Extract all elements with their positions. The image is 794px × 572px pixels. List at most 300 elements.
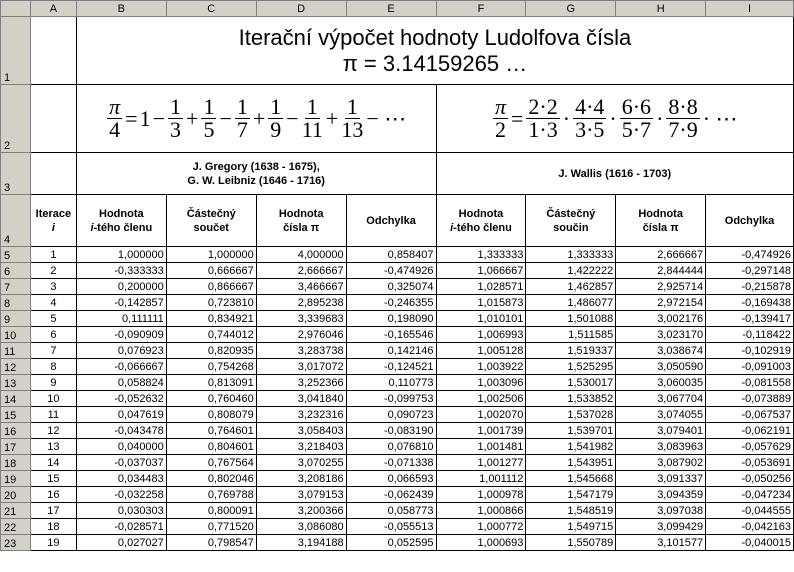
cell-wallis-term[interactable]: 1,001112: [436, 471, 526, 487]
cell-iterace[interactable]: 17: [30, 503, 76, 519]
cell-wallis-deviation[interactable]: -0,081558: [706, 375, 794, 391]
gregory-term-fraction: [235, 96, 250, 141]
gregory-lhs-fraction-denominator: 4: [109, 117, 121, 142]
cell-gregory-term[interactable]: 0,047619: [76, 407, 166, 423]
wallis-term-fraction: [620, 96, 653, 141]
wallis-product-equation: [492, 96, 738, 141]
cell-gregory-deviation[interactable]: 0,058773: [346, 503, 436, 519]
wallis-term-fraction-denominator: 1·3: [528, 117, 558, 142]
cell-partial-sum[interactable]: 0,802046: [166, 471, 256, 487]
cell-partial-sum[interactable]: 0,760460: [166, 391, 256, 407]
cell-gregory-term[interactable]: 1,000000: [76, 247, 166, 263]
cell-gregory-deviation[interactable]: -0,165546: [346, 327, 436, 343]
cell-wallis-pi[interactable]: 3,094359: [616, 487, 706, 503]
column-header-a[interactable]: A: [30, 1, 76, 17]
formula-row: [1, 85, 794, 153]
cell-wallis-deviation[interactable]: -0,042163: [706, 519, 794, 535]
cell-gregory-term[interactable]: 0,111111: [76, 311, 166, 327]
cell-gregory-pi[interactable]: 2,895238: [256, 295, 346, 311]
row-header[interactable]: 22: [1, 519, 31, 535]
cell-wallis-deviation[interactable]: -0,118422: [706, 327, 794, 343]
gregory-lhs-fraction: [107, 96, 122, 141]
cell-partial-sum[interactable]: 0,866667: [166, 279, 256, 295]
cell-gregory-deviation[interactable]: 0,076810: [346, 439, 436, 455]
cell-partial-sum[interactable]: 0,820935: [166, 343, 256, 359]
header-wallis-term[interactable]: [436, 195, 526, 247]
row-header[interactable]: 21: [1, 503, 31, 519]
cell-gregory-term[interactable]: 0,200000: [76, 279, 166, 295]
header-partial-sum-line2: součet: [193, 221, 229, 234]
gregory-term-sign: +: [325, 105, 339, 131]
cell-wallis-term[interactable]: 1,001481: [436, 439, 526, 455]
gregory-ellipsis: − ⋯: [366, 105, 407, 131]
row-header-2[interactable]: 2: [1, 85, 31, 153]
cell-gregory-pi[interactable]: 3,232316: [256, 407, 346, 423]
cell-gregory-deviation[interactable]: -0,062439: [346, 487, 436, 503]
wallis-term-fraction: [666, 96, 699, 141]
header-wallis-pi-line2: čísla π: [642, 221, 679, 234]
cell-gregory-pi[interactable]: 3,058403: [256, 423, 346, 439]
cell-partial-product[interactable]: 1,519337: [526, 343, 616, 359]
cell-gregory-deviation[interactable]: 0,858407: [346, 247, 436, 263]
header-gregory-term-line2: i-tého členu: [90, 221, 153, 234]
cell-partial-product[interactable]: 1,333333: [526, 247, 616, 263]
row-header[interactable]: 11: [1, 343, 31, 359]
cell-partial-product[interactable]: 1,545668: [526, 471, 616, 487]
cell-iterace[interactable]: 18: [30, 519, 76, 535]
cell-gregory-deviation[interactable]: 0,142146: [346, 343, 436, 359]
gregory-term-fraction-numerator: 1: [346, 94, 358, 119]
cell-wallis-pi[interactable]: 3,050590: [616, 359, 706, 375]
cell-wallis-deviation[interactable]: -0,062191: [706, 423, 794, 439]
cell-partial-sum[interactable]: 0,666667: [166, 263, 256, 279]
cell-gregory-pi[interactable]: 3,079153: [256, 487, 346, 503]
cell-wallis-pi[interactable]: 3,060035: [616, 375, 706, 391]
gregory-formula[interactable]: [76, 85, 436, 153]
gregory-term-fraction: [168, 96, 183, 141]
cell-gregory-term[interactable]: 0,040000: [76, 439, 166, 455]
cell-iterace[interactable]: 3: [30, 279, 76, 295]
row-header-3[interactable]: 3: [1, 153, 31, 195]
cell-a3[interactable]: [30, 153, 76, 195]
column-title-row: [1, 195, 794, 247]
cell-partial-sum[interactable]: 1,000000: [166, 247, 256, 263]
equals-sign: =: [125, 105, 138, 131]
wallis-lhs-fraction: [493, 96, 508, 141]
wallis-term-fraction-denominator: 5·7: [621, 117, 652, 142]
cell-partial-product[interactable]: 1,549715: [526, 519, 616, 535]
cell-gregory-pi[interactable]: 2,666667: [256, 263, 346, 279]
cell-gregory-term[interactable]: -0,333333: [76, 263, 166, 279]
row-header[interactable]: 7: [1, 279, 31, 295]
cell-wallis-term[interactable]: 1,005128: [436, 343, 526, 359]
header-gregory-term[interactable]: [76, 195, 166, 247]
cell-wallis-term[interactable]: 1,001277: [436, 455, 526, 471]
row-header-1[interactable]: 1: [1, 17, 31, 85]
header-iterace[interactable]: [30, 195, 76, 247]
header-gregory-pi-line2: čísla π: [283, 221, 320, 234]
wallis-term-fraction: [573, 96, 606, 141]
wallis-term-fraction-numerator: 4·4: [575, 94, 605, 119]
cell-gregory-deviation[interactable]: 0,198090: [346, 311, 436, 327]
cell-gregory-pi[interactable]: 3,194188: [256, 535, 346, 551]
cell-wallis-term[interactable]: 1,003922: [436, 359, 526, 375]
cell-wallis-term[interactable]: 1,000978: [436, 487, 526, 503]
cell-gregory-deviation[interactable]: 0,090723: [346, 407, 436, 423]
cell-gregory-pi[interactable]: 3,339683: [256, 311, 346, 327]
cell-gregory-pi[interactable]: 3,017072: [256, 359, 346, 375]
cell-iterace[interactable]: 13: [30, 439, 76, 455]
cell-gregory-pi[interactable]: 3,466667: [256, 279, 346, 295]
cell-gregory-term[interactable]: -0,052632: [76, 391, 166, 407]
cell-gregory-pi[interactable]: 3,200366: [256, 503, 346, 519]
row-header[interactable]: 10: [1, 327, 31, 343]
cell-wallis-pi[interactable]: 3,023170: [616, 327, 706, 343]
cell-partial-sum[interactable]: 0,764601: [166, 423, 256, 439]
cell-partial-product[interactable]: 1,550789: [526, 535, 616, 551]
cell-wallis-pi[interactable]: 3,099429: [616, 519, 706, 535]
header-wallis-pi[interactable]: [616, 195, 706, 247]
cell-gregory-pi[interactable]: 3,218403: [256, 439, 346, 455]
gregory-term-fraction-numerator: 1: [306, 94, 318, 119]
row-header[interactable]: 6: [1, 263, 31, 279]
wallis-term-fraction-numerator: 2·2: [528, 94, 558, 119]
cell-iterace[interactable]: 16: [30, 487, 76, 503]
row-header[interactable]: 19: [1, 471, 31, 487]
cell-a1[interactable]: [30, 17, 76, 85]
cell-partial-sum[interactable]: 0,813091: [166, 375, 256, 391]
table-row: [1, 471, 794, 487]
cell-wallis-deviation[interactable]: -0,297148: [706, 263, 794, 279]
gregory-term-fraction-denominator: 3: [170, 117, 182, 142]
title-cell[interactable]: [76, 17, 793, 85]
cell-partial-product[interactable]: 1,530017: [526, 375, 616, 391]
gregory-constant-term: 1: [139, 105, 151, 131]
gregory-author-line1: J. Gregory (1638 - 1675),: [192, 160, 320, 173]
cell-wallis-term[interactable]: 1,028571: [436, 279, 526, 295]
cell-wallis-deviation[interactable]: -0,050256: [706, 471, 794, 487]
cell-wallis-term[interactable]: 1,015873: [436, 295, 526, 311]
header-gregory-pi[interactable]: [256, 195, 346, 247]
gregory-term-sign: +: [186, 105, 199, 131]
cell-wallis-pi[interactable]: 3,002176: [616, 311, 706, 327]
cell-partial-sum[interactable]: 0,744012: [166, 327, 256, 343]
table-row: [1, 455, 794, 471]
column-header-i[interactable]: I: [706, 1, 794, 17]
table-row: [1, 375, 794, 391]
gregory-term-fraction-numerator: 1: [236, 94, 248, 119]
title-row: [1, 17, 794, 85]
cell-partial-sum[interactable]: 0,769788: [166, 487, 256, 503]
cell-wallis-deviation[interactable]: -0,102919: [706, 343, 794, 359]
wallis-lhs-fraction-numerator: π: [494, 94, 506, 119]
header-gregory-pi-line1: Hodnota: [278, 207, 324, 220]
gregory-term-fraction-numerator: 1: [203, 94, 215, 119]
row-header[interactable]: 23: [1, 535, 31, 551]
gregory-term-fraction-denominator: 11: [301, 117, 323, 142]
row-header[interactable]: 15: [1, 407, 31, 423]
table-row: [1, 519, 794, 535]
cell-wallis-deviation[interactable]: -0,169438: [706, 295, 794, 311]
gregory-term-fraction-numerator: 1: [170, 94, 182, 119]
table-row: [1, 279, 794, 295]
gregory-term-fraction-denominator: 13: [341, 117, 364, 142]
row-header[interactable]: 16: [1, 423, 31, 439]
cell-gregory-deviation[interactable]: -0,474926: [346, 263, 436, 279]
cell-iterace[interactable]: 4: [30, 295, 76, 311]
cell-partial-sum[interactable]: 0,834921: [166, 311, 256, 327]
wallis-author: J. Wallis (1616 - 1703): [558, 167, 672, 180]
cell-wallis-pi[interactable]: 2,666667: [616, 247, 706, 263]
cell-partial-sum[interactable]: 0,754268: [166, 359, 256, 375]
column-header-row: [1, 1, 794, 17]
cell-gregory-deviation[interactable]: -0,055513: [346, 519, 436, 535]
table-row: [1, 503, 794, 519]
cell-partial-sum[interactable]: 0,767564: [166, 455, 256, 471]
cell-gregory-term[interactable]: -0,032258: [76, 487, 166, 503]
cell-partial-sum[interactable]: 0,798547: [166, 535, 256, 551]
gregory-series-equation: [106, 96, 406, 141]
column-header-b[interactable]: B: [76, 1, 166, 17]
header-partial-sum[interactable]: [166, 195, 256, 247]
product-dot: ·: [609, 105, 617, 131]
cell-partial-product[interactable]: 1,422222: [526, 263, 616, 279]
row-header[interactable]: 17: [1, 439, 31, 455]
cell-gregory-term[interactable]: 0,030303: [76, 503, 166, 519]
cell-wallis-deviation[interactable]: -0,053691: [706, 455, 794, 471]
gregory-term-sign: −: [152, 105, 166, 131]
cell-gregory-deviation[interactable]: -0,083190: [346, 423, 436, 439]
cell-iterace[interactable]: 10: [30, 391, 76, 407]
cell-wallis-pi[interactable]: 2,844444: [616, 263, 706, 279]
cell-partial-product[interactable]: 1,462857: [526, 279, 616, 295]
cell-gregory-deviation[interactable]: -0,071338: [346, 455, 436, 471]
cell-partial-sum[interactable]: 0,808079: [166, 407, 256, 423]
cell-wallis-pi[interactable]: 3,079401: [616, 423, 706, 439]
gregory-term-fraction: [268, 96, 283, 141]
cell-wallis-pi[interactable]: 2,925714: [616, 279, 706, 295]
cell-gregory-pi[interactable]: 3,070255: [256, 455, 346, 471]
table-row: [1, 423, 794, 439]
cell-partial-sum[interactable]: 0,771520: [166, 519, 256, 535]
cell-gregory-term[interactable]: 0,034483: [76, 471, 166, 487]
cell-iterace[interactable]: 2: [30, 263, 76, 279]
cell-gregory-pi[interactable]: 2,976046: [256, 327, 346, 343]
row-header[interactable]: 13: [1, 375, 31, 391]
table-row: [1, 247, 794, 263]
data-rows: [1, 247, 794, 551]
cell-partial-product[interactable]: 1,541982: [526, 439, 616, 455]
cell-wallis-term[interactable]: 1,066667: [436, 263, 526, 279]
cell-iterace[interactable]: 7: [30, 343, 76, 359]
wallis-ellipsis: · ⋯: [702, 105, 738, 131]
cell-wallis-deviation[interactable]: -0,044555: [706, 503, 794, 519]
cell-wallis-deviation[interactable]: -0,139417: [706, 311, 794, 327]
cell-partial-product[interactable]: 1,548519: [526, 503, 616, 519]
cell-wallis-deviation[interactable]: -0,073889: [706, 391, 794, 407]
cell-wallis-deviation[interactable]: -0,040015: [706, 535, 794, 551]
cell-partial-product[interactable]: 1,486077: [526, 295, 616, 311]
cell-iterace[interactable]: 11: [30, 407, 76, 423]
cell-gregory-deviation[interactable]: 0,110773: [346, 375, 436, 391]
cell-wallis-pi[interactable]: 3,087902: [616, 455, 706, 471]
cell-iterace[interactable]: 9: [30, 375, 76, 391]
cell-iterace[interactable]: 15: [30, 471, 76, 487]
cell-partial-product[interactable]: 1,533852: [526, 391, 616, 407]
cell-wallis-term[interactable]: 1,000772: [436, 519, 526, 535]
header-partial-product-line2: součin: [553, 221, 589, 234]
header-partial-sum-line1: Částečný: [186, 207, 236, 220]
cell-iterace[interactable]: 8: [30, 359, 76, 375]
cell-partial-product[interactable]: 1,539701: [526, 423, 616, 439]
cell-wallis-deviation[interactable]: -0,474926: [706, 247, 794, 263]
cell-iterace[interactable]: 12: [30, 423, 76, 439]
cell-partial-product[interactable]: 1,525295: [526, 359, 616, 375]
header-iterace-line1: Iterace: [35, 207, 72, 220]
cell-gregory-pi[interactable]: 3,041840: [256, 391, 346, 407]
column-header-h[interactable]: H: [616, 1, 706, 17]
cell-wallis-term[interactable]: 1,010101: [436, 311, 526, 327]
cell-partial-product[interactable]: 1,547179: [526, 487, 616, 503]
cell-wallis-pi[interactable]: 3,074055: [616, 407, 706, 423]
cell-wallis-pi[interactable]: 2,972154: [616, 295, 706, 311]
row-header[interactable]: 20: [1, 487, 31, 503]
cell-gregory-pi[interactable]: 3,208186: [256, 471, 346, 487]
cell-gregory-deviation[interactable]: 0,066593: [346, 471, 436, 487]
cell-partial-product[interactable]: 1,537028: [526, 407, 616, 423]
cell-wallis-term[interactable]: 1,001739: [436, 423, 526, 439]
cell-wallis-deviation[interactable]: -0,067537: [706, 407, 794, 423]
cell-partial-product[interactable]: 1,511585: [526, 327, 616, 343]
cell-gregory-term[interactable]: -0,037037: [76, 455, 166, 471]
gregory-term-fraction: [302, 96, 323, 141]
cell-wallis-term[interactable]: 1,003096: [436, 375, 526, 391]
gregory-term-sign: +: [252, 105, 266, 131]
column-header-c[interactable]: C: [166, 1, 256, 17]
cell-iterace[interactable]: 19: [30, 535, 76, 551]
cell-gregory-deviation[interactable]: -0,246355: [346, 295, 436, 311]
cell-gregory-term[interactable]: -0,028571: [76, 519, 166, 535]
cell-iterace[interactable]: 1: [30, 247, 76, 263]
cell-wallis-pi[interactable]: 3,038674: [616, 343, 706, 359]
cell-gregory-term[interactable]: -0,043478: [76, 423, 166, 439]
gregory-author-cell[interactable]: [76, 153, 436, 195]
header-wallis-term-line2: i-tého členu: [450, 221, 512, 234]
cell-wallis-term[interactable]: 1,002070: [436, 407, 526, 423]
product-dot: ·: [562, 105, 571, 131]
cell-gregory-pi[interactable]: 4,000000: [256, 247, 346, 263]
cell-gregory-deviation[interactable]: 0,325074: [346, 279, 436, 295]
cell-wallis-pi[interactable]: 3,097038: [616, 503, 706, 519]
cell-iterace[interactable]: 5: [30, 311, 76, 327]
cell-gregory-term[interactable]: -0,066667: [76, 359, 166, 375]
wallis-term-fraction-numerator: 6·6: [621, 94, 652, 119]
cell-wallis-term[interactable]: 1,002506: [436, 391, 526, 407]
cell-wallis-pi[interactable]: 3,101577: [616, 535, 706, 551]
cell-wallis-deviation[interactable]: -0,057629: [706, 439, 794, 455]
row-header[interactable]: 8: [1, 295, 31, 311]
cell-gregory-deviation[interactable]: -0,124521: [346, 359, 436, 375]
table-row: [1, 311, 794, 327]
equals-sign: =: [511, 105, 524, 131]
cell-iterace[interactable]: 14: [30, 455, 76, 471]
cell-gregory-term[interactable]: 0,076923: [76, 343, 166, 359]
wallis-term-fraction-numerator: 8·8: [668, 94, 698, 119]
header-wallis-deviation[interactable]: [706, 195, 794, 247]
cell-wallis-term[interactable]: 1,000866: [436, 503, 526, 519]
cell-gregory-term[interactable]: -0,142857: [76, 295, 166, 311]
header-partial-product[interactable]: [526, 195, 616, 247]
cell-gregory-pi[interactable]: 3,252366: [256, 375, 346, 391]
cell-wallis-pi[interactable]: 3,091337: [616, 471, 706, 487]
row-header[interactable]: 9: [1, 311, 31, 327]
row-header[interactable]: 18: [1, 455, 31, 471]
cell-wallis-deviation[interactable]: -0,091003: [706, 359, 794, 375]
cell-gregory-pi[interactable]: 3,283738: [256, 343, 346, 359]
column-header-d[interactable]: D: [256, 1, 346, 17]
cell-gregory-term[interactable]: 0,058824: [76, 375, 166, 391]
cell-gregory-term[interactable]: -0,090909: [76, 327, 166, 343]
wallis-term-fraction: [526, 96, 559, 141]
column-header-g[interactable]: G: [526, 1, 616, 17]
cell-wallis-term[interactable]: 1,006993: [436, 327, 526, 343]
gregory-term-fraction-numerator: 1: [270, 94, 282, 119]
gregory-lhs-fraction-numerator: π: [109, 94, 121, 119]
cell-wallis-pi[interactable]: 3,083963: [616, 439, 706, 455]
wallis-author-cell[interactable]: [436, 153, 793, 195]
gregory-term-sign: −: [219, 105, 232, 131]
gregory-author-line2: G. W. Leibniz (1646 - 1716): [187, 174, 325, 187]
header-gregory-deviation[interactable]: [346, 195, 436, 247]
cell-partial-product[interactable]: 1,501088: [526, 311, 616, 327]
row-header[interactable]: 12: [1, 359, 31, 375]
table-row: [1, 535, 794, 551]
gregory-term-fraction-denominator: 5: [203, 117, 215, 142]
cell-wallis-term[interactable]: 1,000693: [436, 535, 526, 551]
author-row: [1, 153, 794, 195]
column-header-f[interactable]: F: [436, 1, 526, 17]
cell-iterace[interactable]: 6: [30, 327, 76, 343]
cell-partial-sum[interactable]: 0,723810: [166, 295, 256, 311]
table-row: [1, 439, 794, 455]
gregory-term-fraction: [201, 96, 216, 141]
row-header[interactable]: 14: [1, 391, 31, 407]
select-all-corner[interactable]: [1, 1, 31, 17]
wallis-formula[interactable]: [436, 85, 793, 153]
header-gregory-deviation-label: Odchylka: [366, 214, 416, 227]
cell-a2[interactable]: [30, 85, 76, 153]
cell-gregory-term[interactable]: 0,027027: [76, 535, 166, 551]
header-gregory-term-line1: Hodnota: [99, 207, 144, 220]
cell-gregory-deviation[interactable]: -0,099753: [346, 391, 436, 407]
cell-wallis-pi[interactable]: 3,067704: [616, 391, 706, 407]
cell-partial-sum[interactable]: 0,804601: [166, 439, 256, 455]
header-partial-product-line1: Částečný: [546, 207, 596, 220]
cell-gregory-pi[interactable]: 3,086080: [256, 519, 346, 535]
cell-wallis-deviation[interactable]: -0,047234: [706, 487, 794, 503]
column-header-e[interactable]: E: [346, 1, 436, 17]
cell-wallis-term[interactable]: 1,333333: [436, 247, 526, 263]
row-header[interactable]: 5: [1, 247, 31, 263]
table-row: [1, 391, 794, 407]
cell-wallis-deviation[interactable]: -0,215878: [706, 279, 794, 295]
row-header-4[interactable]: 4: [1, 195, 31, 247]
header-wallis-term-line1: Hodnota: [458, 207, 504, 220]
cell-partial-sum[interactable]: 0,800091: [166, 503, 256, 519]
cell-gregory-deviation[interactable]: 0,052595: [346, 535, 436, 551]
cell-partial-product[interactable]: 1,543951: [526, 455, 616, 471]
table-row: [1, 487, 794, 503]
